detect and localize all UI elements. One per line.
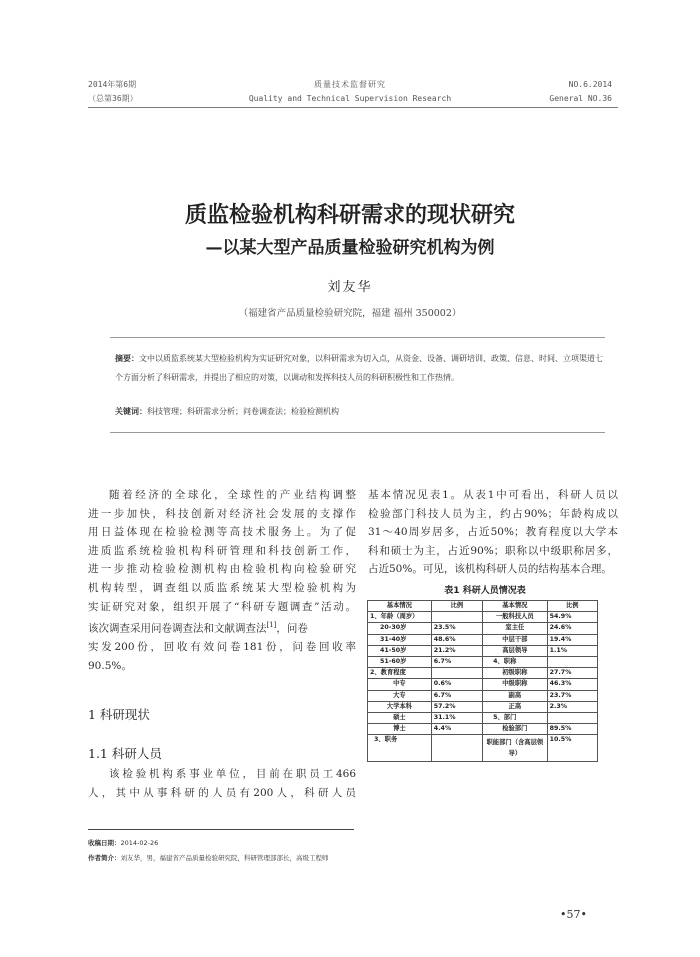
table-cell: 48.6% [431,634,482,645]
keywords-label: 关键词： [115,407,147,416]
received-value: 2014-02-26 [120,839,159,847]
table-cell: 大专 [368,690,432,701]
table-summary-paragraph [368,486,618,579]
intro-paragraph [88,486,356,675]
table-cell: 副高 [483,690,547,701]
table-row [368,701,598,712]
article-subtitle: —以某大型产品质量检验研究机构为例 [205,238,495,258]
keywords-text: 科技管理；科研需求分析；问卷调查法；检验检测机构 [147,407,339,416]
table-row [368,612,598,623]
text-line: 31～40周岁居多，占近50%；教育程度以大学本 [368,526,618,539]
citation-ref[interactable]: [1] [266,621,277,630]
table-cell: 初级职称 [483,668,547,679]
text-line: 实证研究对象，组织开展了“科研专题调查”活动。 [88,600,356,613]
table-cell: 1、年龄（周岁） [368,612,432,623]
text-line: 进质监系统检验机构科研管理和科技创新工作， [88,544,356,557]
table-header-cell: 比例 [547,601,597,612]
issue-label: 2014年第6期 [88,80,137,89]
issue-number: NO.6.2014 [568,80,612,89]
text-line-part: 该次调查采用问卷调查法和文献调查法 [88,622,267,635]
text-line: 人，其中从事科研的人员有200人，科研人员 [88,786,356,799]
table-cell: 46.3% [547,679,597,690]
table-cell: 中专 [368,679,432,690]
abstract-bottom-rule [110,432,605,433]
abstract-top-rule [110,337,605,338]
table-cell: 31.1% [431,712,482,723]
table-cell: 检验部门 [483,724,547,735]
table-cell [547,656,597,667]
text-line: 随着经济的全球化，全球性的产业结构调整 [109,489,356,501]
abstract-label: 摘要： [115,354,139,363]
abstract-text: 文中以质监系统某大型检验机构为实证研究对象，以科研需求为切入点，从资金、设备、调研培训、政策、信息、时间、立项渠道七个方面分析了科研需求，并提出了相应的对策，以调动和发挥科技人员的科研积极性和工作热情。 [115,354,603,382]
page-number: •57• [560,908,587,921]
table-cell: 51-60岁 [368,656,432,667]
received-date [88,838,158,847]
table-row [368,735,598,762]
table-row [368,656,598,667]
table-cell: 31-40岁 [368,634,432,645]
table-cell: 57.2% [431,701,482,712]
journal-title-cn: 质量技术监督研究 [314,80,386,89]
table-cell: 24.6% [547,623,597,634]
text-line: 该检验机构系事业单位，目前在职员工466 [109,768,356,780]
table-cell: 19.4% [547,634,597,645]
table-row [368,623,598,634]
footnote-rule [88,829,354,830]
table-cell: 3、职务 [368,735,432,762]
total-issue-label: （总第36期） [88,94,138,103]
keywords-block [115,406,339,417]
text-line: 进一步加快，科技创新对经济社会发展的支撑作 [88,507,356,520]
text-line: 科和硕士为主，占近90%；职称以中级职称居多， [368,544,618,557]
table-row [368,712,598,723]
text-line: 用日益体现在检验检测等高技术服务上。为了促 [88,526,356,539]
text-line: 占近50%。可见，该机构科研人员的结构基本合理。 [368,563,612,576]
table-cell [547,712,597,723]
table-cell: 21.2% [431,645,482,656]
text-line: 90.5%。 [88,659,132,672]
table-cell: 10.5% [547,735,597,762]
table-header-cell: 比例 [431,601,482,612]
table-cell: 0.6% [431,679,482,690]
table-cell: 正高 [483,701,547,712]
staff-table [367,600,598,762]
table-cell: 职能部门（含高层领导） [483,735,547,762]
table-row [368,724,598,735]
table-cell [431,612,482,623]
table-cell: 23.5% [431,623,482,634]
table-header-cell: 基本情况 [483,601,547,612]
table-cell: 6.7% [431,656,482,667]
author-name: 刘友华 [327,280,373,295]
received-label: 收稿日期： [88,839,121,847]
text-line: 机构转型，调查组以质监系统某大型检验机构为 [88,581,356,594]
table-cell: 2、教育程度 [368,668,432,679]
table-cell: 1.1% [547,645,597,656]
journal-title-en: Quality and Technical Supervision Research [248,94,452,103]
text-line-part: ，问卷 [276,622,308,635]
table-cell: 6.7% [431,690,482,701]
table-cell: 中级职称 [483,679,547,690]
author-bio [88,853,329,862]
table-header-cell: 基本情况 [368,601,432,612]
text-line: 基本情况见表1。从表1中可看出，科研人员以 [368,489,618,501]
abstract-block [115,350,603,387]
text-line: 检验部门科技人员为主，约占90%；年龄构成以 [368,507,618,520]
bio-value: 刘友华，男，福建省产品质量检验研究院，科研管理部部长，高级工程师 [120,854,329,862]
table-row [368,690,598,701]
table-cell: 中层干部 [483,634,547,645]
table-caption: 表1 科研人员情况表 [444,586,526,596]
text-line: 进一步推动检验检测机构由检验机构向检验研究 [88,563,356,576]
table-cell: 博士 [368,724,432,735]
table-cell: 27.7% [547,668,597,679]
table-cell: 一般科技人员 [483,612,547,623]
article-title: 质监检验机构科研需求的现状研究 [184,203,515,228]
staff-paragraph [88,765,356,802]
table-cell: 室主任 [483,623,547,634]
table-cell: 23.7% [547,690,597,701]
table-cell: 大学本科 [368,701,432,712]
table-row [368,679,598,690]
table-cell: 2.3% [547,701,597,712]
table-header-row [368,601,598,612]
table-cell [431,668,482,679]
table-cell: 89.5% [547,724,597,735]
table-cell: 4、职称 [483,656,547,667]
table-cell: 高层领导 [483,645,547,656]
table-row [368,634,598,645]
table-row [368,645,598,656]
section-heading-1: 1 科研现状 [88,707,150,722]
table-cell [431,735,482,762]
section-heading-1-1: 1.1 科研人员 [88,746,162,761]
table-cell: 20-30岁 [368,623,432,634]
header-rule [88,107,618,108]
table-cell: 5、部门 [483,712,547,723]
general-number: General NO.36 [549,94,612,103]
author-affiliation: （福建省产品质量检验研究院，福建 福州 350002） [238,308,462,319]
text-line [88,616,356,638]
table-cell: 41-50岁 [368,645,432,656]
bio-label: 作者简介： [88,854,121,862]
table-cell: 4.4% [431,724,482,735]
table-row [368,668,598,679]
text-line: 实发200份，回收有效问卷181份，问卷回收率 [88,641,356,654]
table-cell: 硕士 [368,712,432,723]
table-cell: 54.9% [547,612,597,623]
